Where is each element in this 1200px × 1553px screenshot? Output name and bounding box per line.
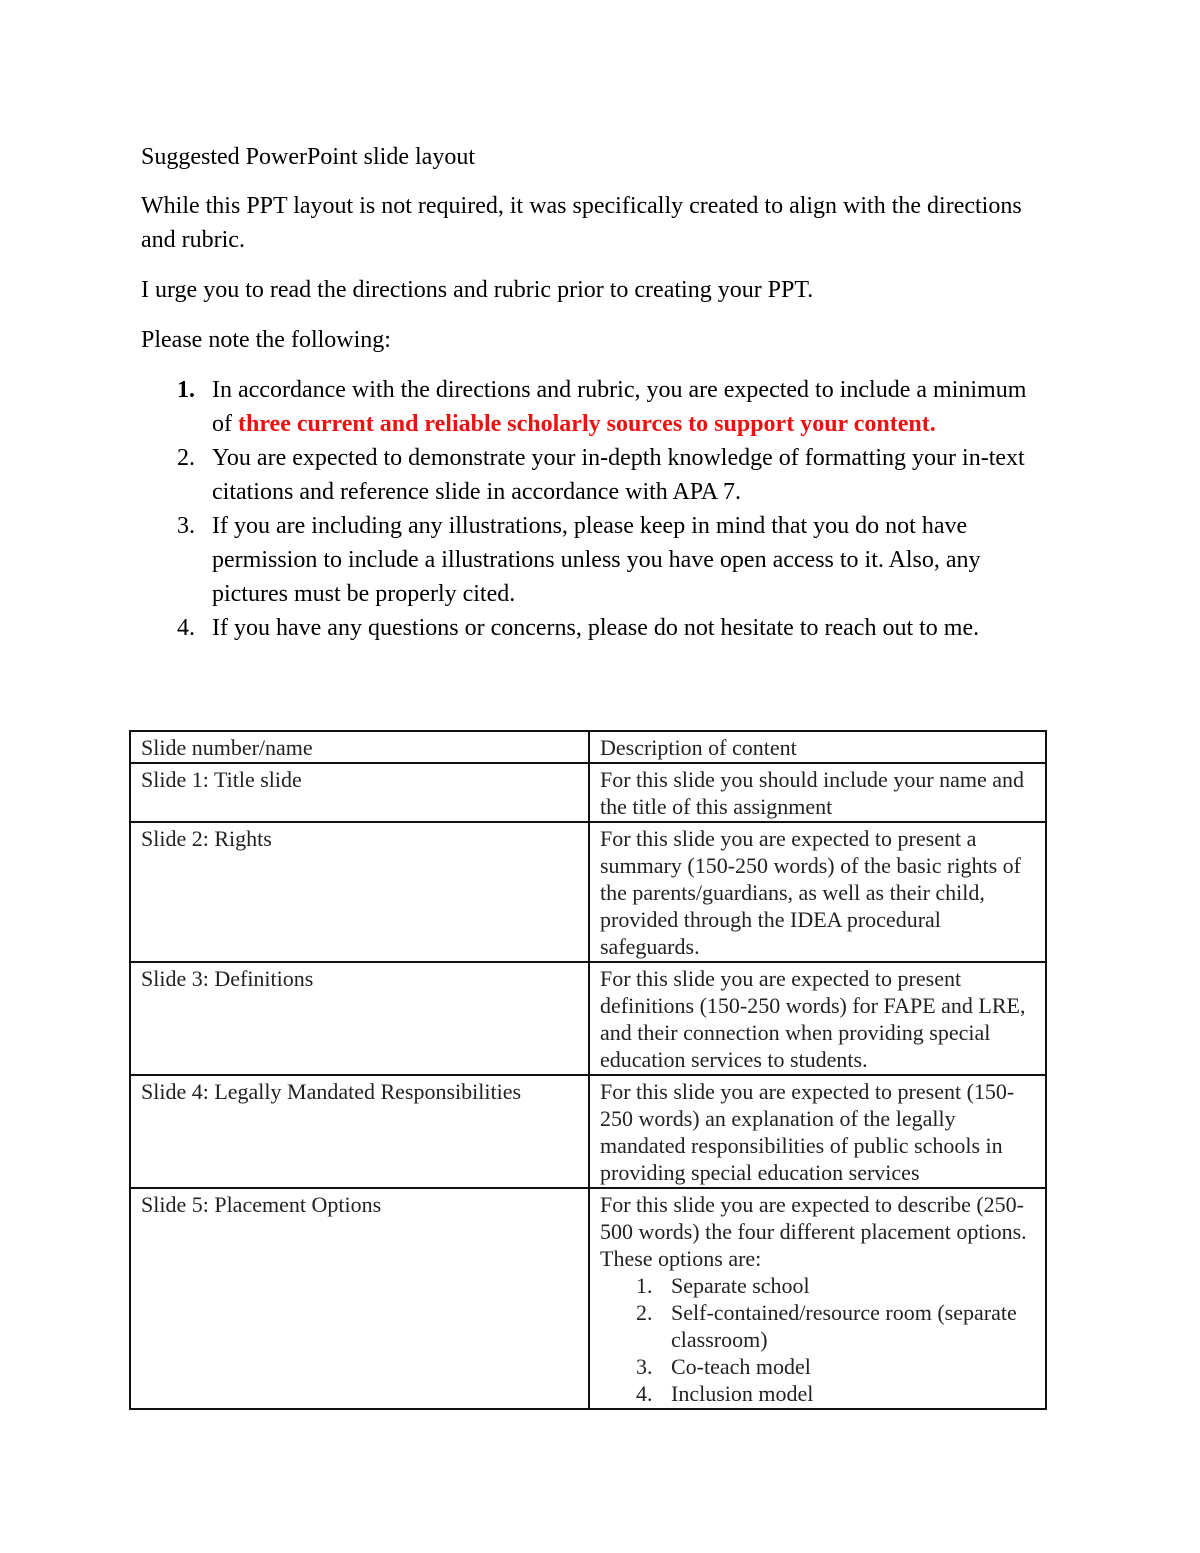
list-item-text: In accordance with the directions and rubric, you are expected to include a minimum of (212, 377, 1027, 437)
table-cell-slide: Slide 3: Definitions (130, 962, 589, 1075)
list-item-text: If you have any questions or concerns, please do not hesitate to reach out to me. (212, 615, 980, 641)
intro-paragraph: While this PPT layout is not required, it was specifically created to align with the directions and rubric. (141, 193, 1022, 253)
table-row (130, 822, 1046, 962)
table-row (130, 763, 1046, 822)
list-item (141, 373, 1051, 441)
list-number: 2. (636, 1300, 653, 1325)
requirements-list (141, 373, 1051, 645)
table-row (130, 1075, 1046, 1188)
list-number: 4. (636, 1381, 653, 1406)
placement-intro: For this slide you are expected to describe (250-500 words) the four different placement options. These options are: (600, 1192, 1027, 1271)
list-number: 1. (636, 1273, 653, 1298)
list-item-text: Co-teach model (671, 1354, 811, 1379)
note-heading: Please note the following: (141, 327, 391, 353)
list-item-text: If you are including any illustrations, please keep in mind that you do not have permission to include a illustrations unless you have open access to it. Also, any pictures must be properly cited. (212, 513, 981, 607)
table-cell-description: For this slide you should include your name and the title of this assignment (589, 763, 1046, 822)
table-header-cell: Description of content (589, 731, 1046, 763)
document-body (141, 140, 1051, 645)
list-number: 3. (177, 513, 195, 539)
list-item (600, 1299, 1037, 1353)
list-item (141, 441, 1051, 509)
placement-options-list (600, 1272, 1037, 1407)
table-cell-description: For this slide you are expected to present definitions (150-250 words) for FAPE and LRE, and their connection when providing special education services to students. (589, 962, 1046, 1075)
table-cell-slide: Slide 2: Rights (130, 822, 589, 962)
slide-layout-table (129, 730, 1047, 1410)
table-header-cell: Slide number/name (130, 731, 589, 763)
table-cell-description: For this slide you are expected to present a summary (150-250 words) of the basic rights of the parents/guardians, as well as their child, provided through the IDEA procedural safeguards. (589, 822, 1046, 962)
table-cell-slide: Slide 5: Placement Options (130, 1188, 589, 1409)
list-item (600, 1353, 1037, 1380)
urge-paragraph: I urge you to read the directions and rubric prior to creating your PPT. (141, 277, 814, 303)
list-item (600, 1380, 1037, 1407)
list-item (141, 611, 1051, 645)
list-number: 1. (177, 377, 195, 403)
list-item-text: Inclusion model (671, 1381, 814, 1406)
list-item (141, 509, 1051, 611)
highlighted-requirement: three current and reliable scholarly sources to support your content. (238, 411, 936, 437)
table-row (130, 1188, 1046, 1409)
table-cell-slide: Slide 4: Legally Mandated Responsibilities (130, 1075, 589, 1188)
list-number: 4. (177, 615, 195, 641)
list-number: 3. (636, 1354, 653, 1379)
list-item-text: You are expected to demonstrate your in-depth knowledge of formatting your in-text citations and reference slide in accordance with APA 7. (212, 445, 1025, 505)
document-title: Suggested PowerPoint slide layout (141, 144, 475, 170)
table-row (130, 962, 1046, 1075)
list-number: 2. (177, 445, 195, 471)
list-item (600, 1272, 1037, 1299)
list-item-text: Separate school (671, 1273, 810, 1298)
table-cell-description: For this slide you are expected to present (150-250 words) an explanation of the legally mandated responsibilities of public schools in providing special education services (589, 1075, 1046, 1188)
table-cell-slide: Slide 1: Title slide (130, 763, 589, 822)
table-cell-description (589, 1188, 1046, 1409)
list-item-text: Self-contained/resource room (separate classroom) (671, 1300, 1017, 1352)
table-header-row (130, 731, 1046, 763)
